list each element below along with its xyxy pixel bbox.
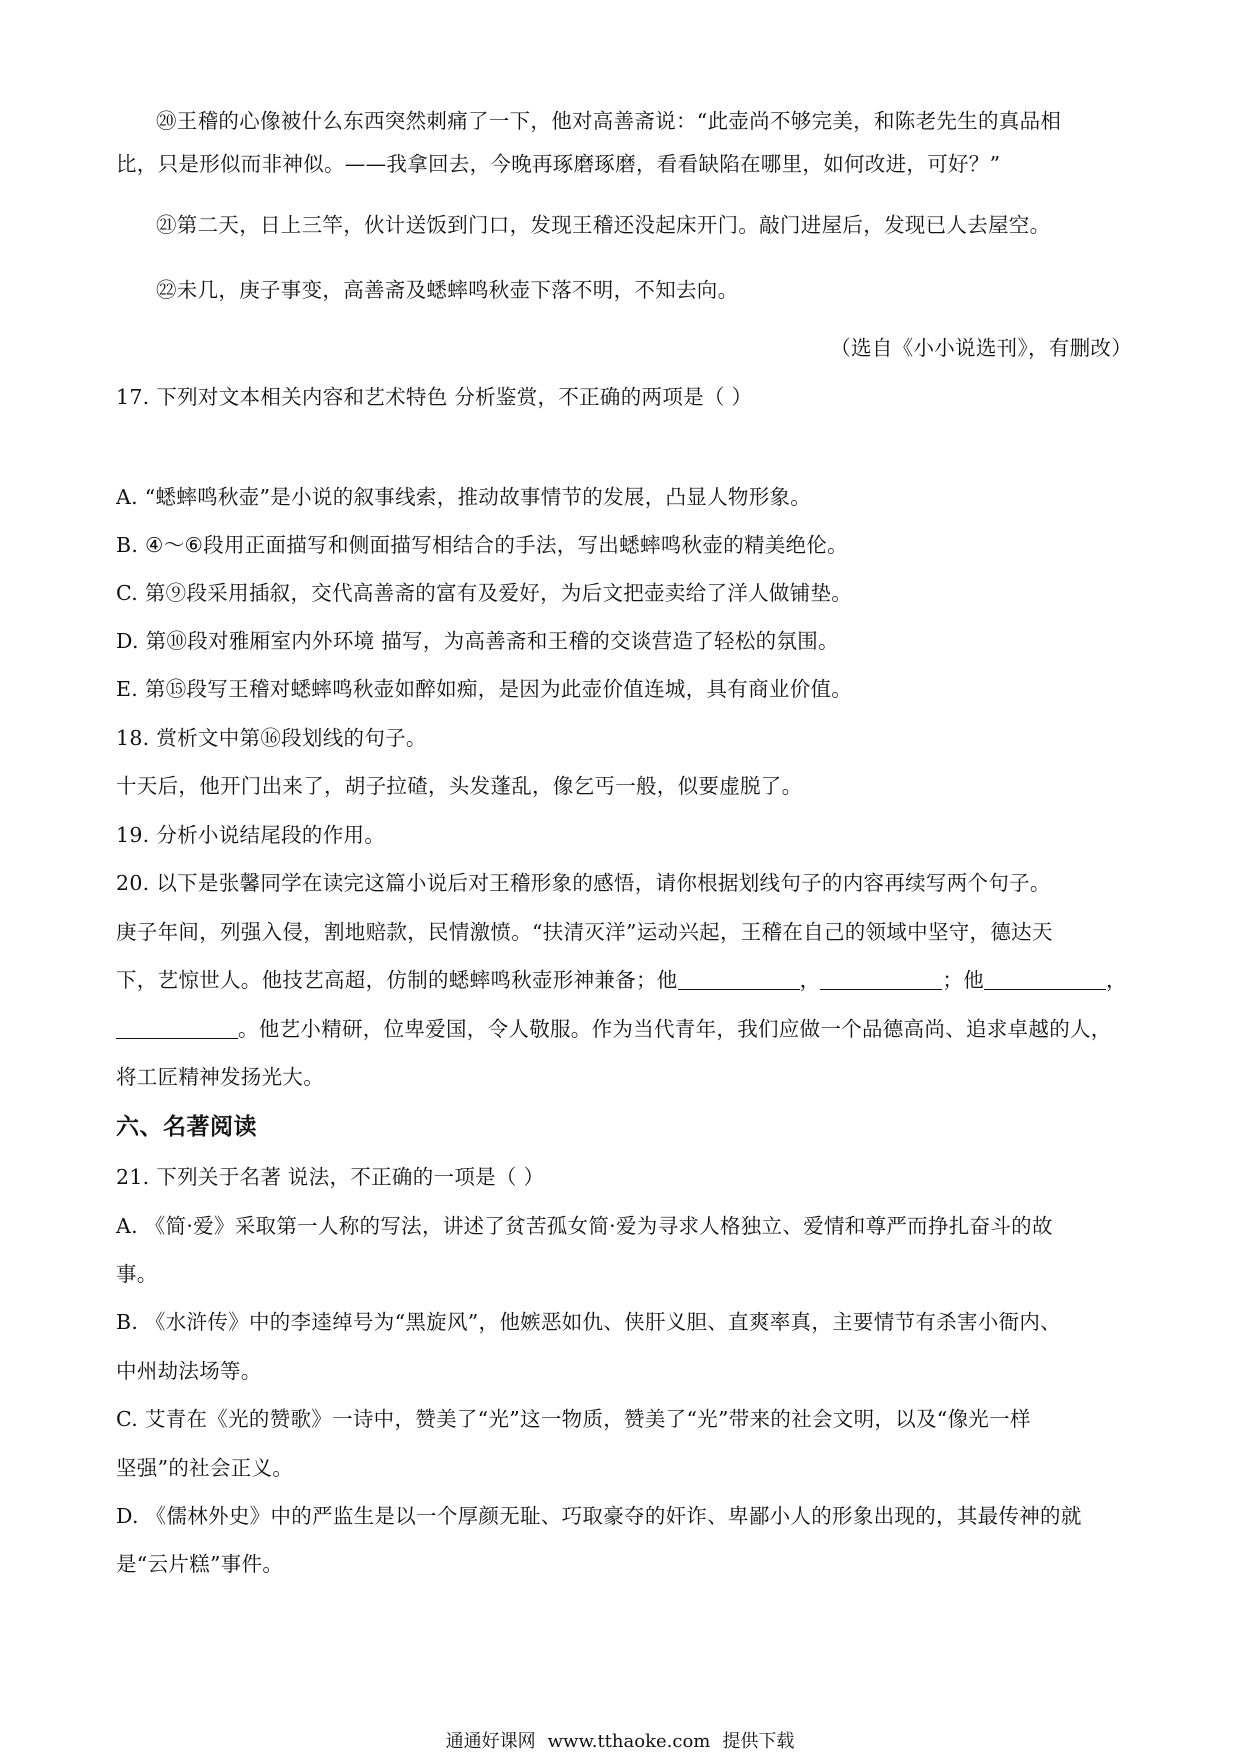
question-17-option-b: B. ④～⑥段用正面描写和侧面描写相结合的手法，写出蟋蟀鸣秋壶的精美绝伦。 <box>116 533 848 557</box>
question-21-option-b-line-1: B. 《水浒传》中的李逵绰号为“黑旋风”，他嫉恶如仇、侠肝义胆、直爽率真，主要情节有杀害小衙内、 <box>116 1310 1061 1334</box>
question-21-option-a-line-1: A. 《简·爱》采取第一人称的写法，讲述了贫苦孤女简·爱为寻求人格独立、爱情和尊严而挣扎奋斗的故 <box>116 1214 1053 1238</box>
question-17-option-c: C. 第⑨段采用插叙，交代高善斋的富有及爱好，为后文把壶卖给了洋人做铺垫。 <box>116 581 853 605</box>
question-20-line-3 <box>116 1019 1132 1039</box>
question-20-line-4: 将工匠精神发扬光大。 <box>116 1065 324 1089</box>
question-18-sentence: 十天后，他开门出来了，胡子拉碴，头发蓬乱，像乞丐一般，似要虚脱了。 <box>116 774 803 798</box>
comma-separator-2: ， <box>1106 968 1127 992</box>
question-20-line-3-text: 。他艺小精研，位卑爱国，令人敬服。作为当代青年，我们应做一个品德高尚、追求卓越的人， <box>238 1017 1112 1041</box>
comma-separator: ， <box>799 968 821 992</box>
page-footer <box>0 1727 1240 1753</box>
footer-site-name: 通通好课网 <box>445 1731 536 1752</box>
question-20-line-2-text: 下，艺惊世人。他技艺高超，仿制的蟋蟀鸣秋壶形神兼备；他 <box>116 968 678 992</box>
answer-blank-2[interactable] <box>820 971 942 990</box>
source-citation: （选自《小小说选刊》，有删改） <box>830 336 1132 360</box>
question-21-option-b-line-2: 中州劫法场等。 <box>116 1359 262 1383</box>
paragraph-21: ㉑第二天，日上三竿，伙计送饭到门口，发现王稽还没起床开门。敲门进屋后，发现已人去屋空。 <box>156 213 1051 237</box>
question-19-stem: 19. 分析小说结尾段的作用。 <box>116 823 386 847</box>
question-21-option-c-line-1: C. 艾青在《光的赞歌》一诗中，赞美了“光”这一物质，赞美了“光”带来的社会文明，以及“像光一样 <box>116 1407 1031 1431</box>
answer-blank-3[interactable] <box>984 971 1106 990</box>
question-20-stem: 20. 以下是张馨同学在读完这篇小说后对王稽形象的感悟，请你根据划线句子的内容再续写两个句子。 <box>116 871 1051 895</box>
semicolon-separator: ；他 <box>942 968 985 992</box>
answer-blank-1[interactable] <box>678 971 800 990</box>
paragraph-20-line-1: ⑳王稽的心像被什么东西突然刺痛了一下，他对高善斋说：“此壶尚不够完美，和陈老先生的真品相 <box>156 109 1062 133</box>
question-21-option-d-line-1: D. 《儒林外史》中的严监生是以一个厚颜无耻、巧取豪夺的奸诈、卑鄙小人的形象出现的，其最传神的就 <box>116 1504 1082 1528</box>
footer-url[interactable]: www.tthaoke.com <box>547 1731 711 1752</box>
question-20-line-1: 庚子年间，列强入侵，割地赔款，民情激愤。“扶清灭洋”运动兴起，王稽在自己的领域中坚守，德达天 <box>116 920 1053 944</box>
question-21-stem: 21. 下列关于名著 说法，不正确的一项是（ ） <box>116 1165 545 1189</box>
question-17-option-d: D. 第⑩段对雅厢室内外环境 描写，为高善斋和王稽的交谈营造了轻松的氛围。 <box>116 629 839 653</box>
question-17-option-a: A. “蟋蟀鸣秋壶”是小说的叙事线索，推动故事情节的发展，凸显人物形象。 <box>116 485 812 509</box>
answer-blank-4[interactable] <box>116 1020 238 1039</box>
paragraph-20-line-2: 比，只是形似而非神似。——我拿回去，今晚再琢磨琢磨，看看缺陷在哪里，如何改进，可好？” <box>116 152 1001 176</box>
question-17-option-e: E. 第⑮段写王稽对蟋蟀鸣秋壶如醉如痴，是因为此壶价值连城，具有商业价值。 <box>116 677 853 701</box>
question-18-stem: 18. 赏析文中第⑯段划线的句子。 <box>116 726 427 750</box>
section-6-title: 六、名著阅读 <box>116 1114 257 1140</box>
paragraph-22: ㉒未几，庚子事变，高善斋及蟋蟀鸣秋壶下落不明，不知去向。 <box>156 278 739 302</box>
question-21-option-c-line-2: 坚强”的社会正义。 <box>116 1456 294 1480</box>
question-21-option-d-line-2: 是“云片糕”事件。 <box>116 1552 284 1576</box>
footer-note: 提供下载 <box>722 1731 795 1752</box>
question-17-stem: 17. 下列对文本相关内容和艺术特色 分析鉴赏，不正确的两项是（ ） <box>116 385 753 409</box>
question-20-line-2 <box>116 970 1132 990</box>
question-21-option-a-line-2: 事。 <box>116 1262 158 1286</box>
